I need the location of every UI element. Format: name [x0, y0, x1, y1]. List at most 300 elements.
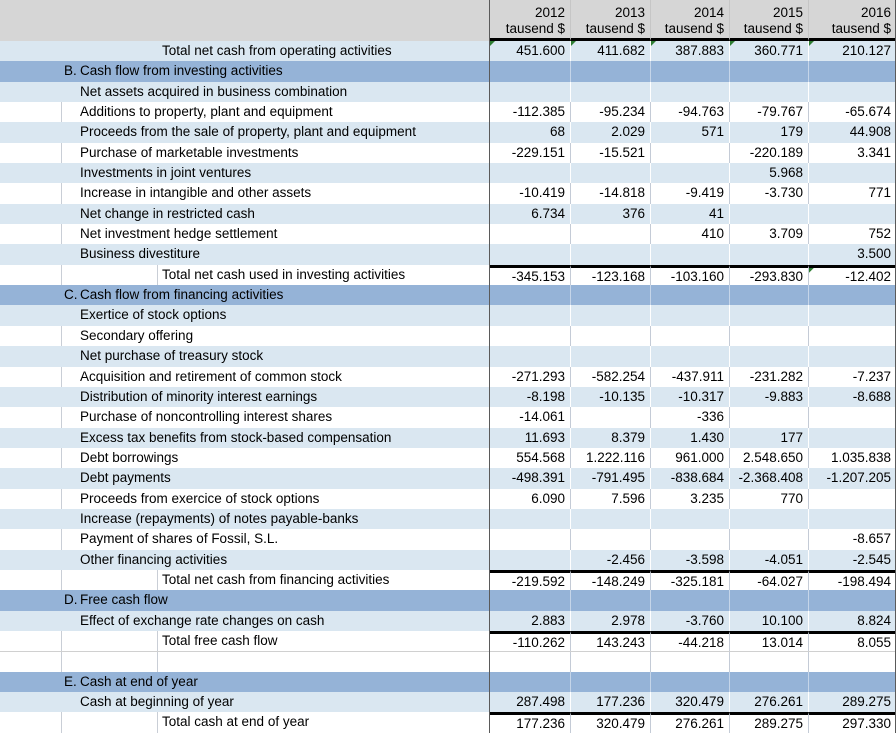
section-letter[interactable]: C.: [64, 287, 78, 303]
value-cell-2016[interactable]: [808, 652, 896, 671]
cell-indent[interactable]: [62, 224, 79, 244]
total-label[interactable]: Total net cash from financing activities: [162, 571, 390, 587]
item-row: [0, 163, 896, 183]
value-cell-2014[interactable]: [650, 61, 729, 81]
value-cell-2012[interactable]: 6.090: [531, 490, 565, 506]
cell-margin[interactable]: [0, 692, 62, 712]
value-cell-2015[interactable]: 3.709: [729, 224, 808, 244]
value-cell-2016[interactable]: -8.657: [808, 529, 896, 549]
value-cell-2013[interactable]: 2.029: [570, 122, 650, 142]
value-cell-2012[interactable]: [490, 82, 570, 102]
cell-margin[interactable]: [0, 631, 62, 651]
value-cell-2013[interactable]: [570, 61, 650, 81]
cell-indent[interactable]: [79, 265, 158, 285]
value-cell-2014[interactable]: 387.883: [650, 41, 729, 61]
cell-margin[interactable]: [0, 224, 62, 244]
value-cell-2014[interactable]: [650, 529, 729, 549]
value-cell-2012[interactable]: [490, 590, 570, 610]
cell-indent[interactable]: [62, 489, 79, 509]
col-header-2012[interactable]: 2012: [490, 0, 570, 20]
value-cell-2013[interactable]: -582.254: [570, 367, 650, 387]
value-cell-2013[interactable]: -2.456: [570, 550, 650, 570]
cell-indent[interactable]: [79, 652, 158, 671]
section-letter[interactable]: D.: [64, 592, 78, 608]
cell-margin[interactable]: [0, 326, 62, 346]
value-cell-2016[interactable]: -1.207.205: [808, 468, 896, 488]
row-label[interactable]: Excess tax benefits from stock-based compensation: [80, 429, 392, 445]
value-cell-2016[interactable]: [808, 326, 896, 346]
cell-margin[interactable]: [0, 305, 62, 325]
value-cell-2016[interactable]: -12.402: [808, 265, 896, 285]
value-cell-2012[interactable]: [490, 244, 570, 264]
value-cell-2013[interactable]: -148.249: [570, 570, 650, 590]
cell-indent[interactable]: [79, 712, 158, 732]
section-row: [0, 590, 896, 610]
value-cell-2012[interactable]: 68: [549, 124, 565, 140]
value-cell-2015[interactable]: -64.027: [729, 570, 808, 590]
row-label[interactable]: Purchase of noncontrolling interest shares: [80, 409, 333, 425]
value-cell-2012[interactable]: -14.061: [519, 409, 565, 425]
cell-indent[interactable]: [62, 407, 79, 427]
value-cell-2014[interactable]: -336: [650, 407, 729, 427]
total-label[interactable]: Total net cash from operating activities: [162, 43, 392, 58]
row-label[interactable]: Net change in restricted cash: [80, 205, 255, 221]
value-cell-2012[interactable]: -229.151: [511, 144, 565, 160]
value-cell-2013[interactable]: [570, 509, 650, 529]
cell-indent[interactable]: [62, 550, 79, 570]
value-cell-2013[interactable]: 8.379: [570, 428, 650, 448]
value-cell-2015[interactable]: -3.730: [729, 183, 808, 203]
value-cell-2015[interactable]: 10.100: [729, 611, 808, 631]
cell-indent[interactable]: [62, 163, 79, 183]
cell-blank[interactable]: [158, 652, 490, 671]
value-cell-2016[interactable]: -198.494: [808, 570, 896, 590]
value-cell-2014[interactable]: [650, 652, 729, 671]
cell-indent[interactable]: [62, 204, 79, 224]
value-cell-2015[interactable]: [729, 346, 808, 366]
value-cell-2015[interactable]: [729, 672, 808, 692]
value-cell-2014[interactable]: [650, 672, 729, 692]
cell-margin[interactable]: [0, 428, 62, 448]
value-cell-2012[interactable]: 6.734: [531, 205, 565, 221]
cell-margin[interactable]: [0, 387, 62, 407]
row-label[interactable]: Acquisition and retirement of common stock: [80, 368, 342, 384]
value-cell-2014[interactable]: -44.218: [650, 631, 729, 651]
value-cell-2016[interactable]: [808, 509, 896, 529]
value-cell-2015[interactable]: [729, 407, 808, 427]
value-cell-2015[interactable]: [729, 326, 808, 346]
cell-margin[interactable]: [0, 102, 62, 122]
value-cell-2013[interactable]: [570, 244, 650, 264]
cell-indent[interactable]: [62, 570, 79, 590]
cell-margin[interactable]: [0, 448, 62, 468]
value-cell-2015[interactable]: -231.282: [729, 367, 808, 387]
value-cell-2013[interactable]: [570, 82, 650, 102]
cell-indent[interactable]: [62, 367, 79, 387]
row-label[interactable]: Exertice of stock options: [80, 307, 227, 323]
value-cell-2014[interactable]: [650, 285, 729, 305]
value-cell-2012[interactable]: [490, 550, 570, 570]
value-cell-2014[interactable]: -103.160: [650, 265, 729, 285]
value-cell-2016[interactable]: [808, 305, 896, 325]
value-cell-2015[interactable]: [729, 285, 808, 305]
value-cell-2012[interactable]: -110.262: [490, 631, 570, 651]
section-label[interactable]: Cash flow from investing activities: [80, 63, 283, 79]
value-cell-2013[interactable]: -123.168: [570, 265, 650, 285]
cell-margin[interactable]: [0, 367, 62, 387]
row-label[interactable]: Proceeds from the sale of property, plant and equipment: [80, 124, 416, 140]
value-cell-2013[interactable]: [570, 407, 650, 427]
value-cell-2013[interactable]: [570, 224, 650, 244]
col-header-2013[interactable]: 2013: [570, 0, 650, 20]
value-cell-2013[interactable]: [570, 163, 650, 183]
cell-indent[interactable]: [62, 652, 79, 671]
value-cell-2015[interactable]: [729, 529, 808, 549]
value-cell-2014[interactable]: 1.430: [650, 428, 729, 448]
cell-margin[interactable]: [0, 570, 62, 590]
total-label[interactable]: Total cash at end of year: [162, 714, 310, 730]
cell-indent[interactable]: [62, 265, 79, 285]
value-cell-2016[interactable]: [808, 407, 896, 427]
value-cell-2012[interactable]: 554.568: [516, 449, 565, 465]
cell-indent[interactable]: [79, 41, 158, 61]
value-cell-2014[interactable]: 41: [650, 204, 729, 224]
value-cell-2015[interactable]: [729, 61, 808, 81]
value-cell-2015[interactable]: -293.830: [729, 265, 808, 285]
value-cell-2016[interactable]: [808, 346, 896, 366]
cell-indent[interactable]: [62, 468, 79, 488]
value-cell-2012[interactable]: -345.153: [490, 265, 570, 285]
cell-indent[interactable]: [62, 346, 79, 366]
cell-margin[interactable]: [0, 143, 62, 163]
cell-margin[interactable]: [0, 489, 62, 509]
value-cell-2012[interactable]: 2.883: [531, 612, 565, 628]
value-cell-2013[interactable]: [570, 672, 650, 692]
row-label[interactable]: Other financing activities: [80, 551, 228, 567]
cell-margin[interactable]: [0, 163, 62, 183]
unit-header-2016[interactable]: tausend $: [808, 20, 896, 41]
col-header-2015[interactable]: 2015: [729, 0, 808, 20]
row-label[interactable]: Debt payments: [80, 470, 171, 486]
unit-header-2013[interactable]: tausend $: [570, 20, 650, 41]
value-cell-2013[interactable]: 376: [570, 204, 650, 224]
value-cell-2013[interactable]: -15.521: [570, 143, 650, 163]
header-empty-label-cell[interactable]: [0, 0, 490, 20]
value-cell-2016[interactable]: 8.055: [808, 631, 896, 651]
cell-margin[interactable]: [0, 41, 62, 61]
value-cell-2016[interactable]: [808, 590, 896, 610]
cell-margin[interactable]: [0, 590, 62, 610]
section-letter[interactable]: E.: [64, 673, 77, 689]
value-cell-2016[interactable]: 3.341: [808, 143, 896, 163]
header-empty-label-cell[interactable]: [0, 20, 490, 41]
cell-indent[interactable]: [62, 41, 79, 61]
section-letter[interactable]: B.: [64, 63, 77, 79]
value-cell-2015[interactable]: 276.261: [729, 692, 808, 712]
cell-margin[interactable]: [0, 346, 62, 366]
cell-indent[interactable]: [62, 529, 79, 549]
cell-margin[interactable]: [0, 550, 62, 570]
value-cell-2014[interactable]: [650, 346, 729, 366]
value-cell-2013[interactable]: 143.243: [570, 631, 650, 651]
cell-margin[interactable]: [0, 183, 62, 203]
value-cell-2012[interactable]: 11.693: [524, 429, 565, 445]
value-cell-2013[interactable]: 1.222.116: [570, 448, 650, 468]
row-label[interactable]: Cash at beginning of year: [80, 694, 234, 709]
value-cell-2015[interactable]: 770: [729, 489, 808, 509]
cell-margin[interactable]: [0, 82, 62, 102]
value-cell-2013[interactable]: -10.135: [570, 387, 650, 407]
cell-margin[interactable]: [0, 611, 62, 631]
cell-indent[interactable]: [62, 143, 79, 163]
value-cell-2016[interactable]: [808, 489, 896, 509]
value-cell-2013[interactable]: [570, 652, 650, 671]
value-cell-2012[interactable]: [490, 61, 570, 81]
section-label[interactable]: Cash flow from financing activities: [80, 287, 284, 303]
value-cell-2014[interactable]: [650, 82, 729, 102]
cell-indent[interactable]: [62, 692, 79, 712]
value-cell-2012[interactable]: -10.419: [519, 185, 565, 201]
cell-indent[interactable]: [62, 183, 79, 203]
cell-margin[interactable]: [0, 204, 62, 224]
value-cell-2015[interactable]: -79.767: [729, 102, 808, 122]
item-row: [0, 244, 896, 264]
value-cell-2016[interactable]: 289.275: [808, 692, 896, 712]
value-cell-2015[interactable]: 13.014: [729, 631, 808, 651]
value-cell-2015[interactable]: [729, 244, 808, 264]
value-cell-2016[interactable]: [808, 672, 896, 692]
cell-indent[interactable]: [62, 631, 79, 651]
value-cell-2012[interactable]: [490, 305, 570, 325]
value-cell-2016[interactable]: [808, 82, 896, 102]
value-cell-2015[interactable]: 177: [729, 428, 808, 448]
value-cell-2015[interactable]: [729, 509, 808, 529]
cell-margin[interactable]: [0, 122, 62, 142]
cell-indent[interactable]: [62, 102, 79, 122]
value-cell-2013[interactable]: 411.682: [570, 41, 650, 61]
value-cell-2013[interactable]: [570, 285, 650, 305]
value-cell-2014[interactable]: 410: [650, 224, 729, 244]
value-cell-2015[interactable]: [729, 82, 808, 102]
cell-margin[interactable]: [0, 407, 62, 427]
value-cell-2015[interactable]: 2.548.650: [729, 448, 808, 468]
row-label[interactable]: Distribution of minority interest earnings: [80, 388, 318, 404]
value-cell-2012[interactable]: [490, 326, 570, 346]
value-cell-2015[interactable]: [729, 590, 808, 610]
cell-indent[interactable]: [62, 428, 79, 448]
section-label[interactable]: Free cash flow: [80, 592, 168, 608]
value-cell-2015[interactable]: [729, 652, 808, 671]
value-cell-2016[interactable]: 44.908: [808, 122, 896, 142]
value-cell-2014[interactable]: -3.598: [650, 550, 729, 570]
item-row: [0, 122, 896, 142]
item-row: [0, 305, 896, 325]
value-cell-2014[interactable]: 276.261: [650, 712, 729, 732]
value-cell-2013[interactable]: -14.818: [570, 183, 650, 203]
value-cell-2016[interactable]: [808, 204, 896, 224]
section-label[interactable]: Cash at end of year: [80, 673, 198, 689]
row-label[interactable]: Increase in intangible and other assets: [80, 185, 312, 201]
value-cell-2016[interactable]: [808, 163, 896, 183]
value-cell-2013[interactable]: [570, 346, 650, 366]
value-cell-2014[interactable]: 320.479: [650, 692, 729, 712]
value-cell-2016[interactable]: 210.127: [808, 41, 896, 61]
value-cell-2016[interactable]: [808, 285, 896, 305]
value-cell-2012[interactable]: [490, 285, 570, 305]
col-header-2016[interactable]: 2016: [808, 0, 896, 20]
row-label[interactable]: Additions to property, plant and equipment: [80, 104, 333, 120]
value-cell-2012[interactable]: -219.592: [490, 570, 570, 590]
value-cell-2016[interactable]: -65.674: [808, 102, 896, 122]
value-cell-2016[interactable]: -7.237: [808, 367, 896, 387]
row-label[interactable]: Secondary offering: [80, 327, 194, 343]
value-cell-2016[interactable]: 8.824: [808, 611, 896, 631]
cell-indent[interactable]: [62, 611, 79, 631]
row-label[interactable]: Payment of shares of Fossil, S.L.: [80, 531, 279, 547]
value-cell-2013[interactable]: 320.479: [570, 712, 650, 732]
value-cell-2016[interactable]: -8.688: [808, 387, 896, 407]
cell-margin[interactable]: [0, 468, 62, 488]
value-cell-2015[interactable]: -9.883: [729, 387, 808, 407]
cell-margin[interactable]: [0, 244, 62, 264]
value-cell-2014[interactable]: -3.760: [650, 611, 729, 631]
cell-indent[interactable]: [79, 631, 158, 651]
value-cell-2015[interactable]: 179: [729, 122, 808, 142]
value-cell-2012[interactable]: -498.391: [511, 470, 565, 486]
unit-header-2012[interactable]: tausend $: [490, 20, 570, 41]
cell-margin[interactable]: [0, 285, 62, 305]
value-cell-2015[interactable]: [729, 305, 808, 325]
value-cell-2013[interactable]: 177.236: [570, 692, 650, 712]
cell-indent[interactable]: [62, 387, 79, 407]
cell-margin[interactable]: [0, 712, 62, 732]
item-row: [0, 183, 896, 203]
cell-margin[interactable]: [0, 61, 62, 81]
cell-margin[interactable]: [0, 672, 62, 692]
value-cell-2015[interactable]: [729, 204, 808, 224]
value-cell-2012[interactable]: [490, 346, 570, 366]
cell-indent[interactable]: [62, 244, 79, 264]
value-cell-2015[interactable]: 289.275: [729, 712, 808, 732]
value-cell-2014[interactable]: [650, 163, 729, 183]
value-cell-2014[interactable]: [650, 326, 729, 346]
cell-indent[interactable]: [62, 326, 79, 346]
row-label[interactable]: Net purchase of treasury stock: [80, 348, 264, 364]
unit-header-2015[interactable]: tausend $: [729, 20, 808, 41]
value-cell-2014[interactable]: -9.419: [650, 183, 729, 203]
value-cell-2014[interactable]: [650, 509, 729, 529]
value-cell-2016[interactable]: 771: [808, 183, 896, 203]
value-cell-2014[interactable]: 3.235: [650, 489, 729, 509]
value-cell-2014[interactable]: [650, 143, 729, 163]
value-cell-2013[interactable]: [570, 529, 650, 549]
value-cell-2012[interactable]: [490, 672, 570, 692]
value-cell-2012[interactable]: [490, 224, 570, 244]
cell-indent[interactable]: [62, 305, 79, 325]
value-cell-2016[interactable]: 3.500: [808, 244, 896, 264]
row-label[interactable]: Increase (repayments) of notes payable-banks: [80, 510, 359, 526]
value-cell-2015[interactable]: -220.189: [729, 143, 808, 163]
cell-indent[interactable]: [62, 448, 79, 468]
row-label[interactable]: Effect of exchange rate changes on cash: [80, 612, 325, 628]
cell-indent[interactable]: [62, 82, 79, 102]
value-cell-2015[interactable]: 360.771: [729, 41, 808, 61]
value-cell-2016[interactable]: -2.545: [808, 550, 896, 570]
value-cell-2012[interactable]: 177.236: [490, 712, 570, 732]
value-cell-2016[interactable]: [808, 61, 896, 81]
total-label[interactable]: Total net cash used in investing activities: [162, 266, 406, 282]
value-cell-2015[interactable]: 5.968: [729, 163, 808, 183]
value-cell-2012[interactable]: -271.293: [511, 368, 565, 384]
value-cell-2014[interactable]: -437.911: [650, 367, 729, 387]
value-cell-2013[interactable]: [570, 305, 650, 325]
cell-margin[interactable]: [0, 529, 62, 549]
unit-header-2014[interactable]: tausend $: [650, 20, 729, 41]
row-label[interactable]: Proceeds from exercice of stock options: [80, 490, 320, 506]
value-cell-2012[interactable]: [490, 509, 570, 529]
cell-indent[interactable]: [79, 570, 158, 590]
value-cell-2012[interactable]: 287.498: [516, 694, 565, 709]
row-label[interactable]: Net investment hedge settlement: [80, 226, 278, 242]
value-cell-2016[interactable]: 297.330: [808, 712, 896, 732]
total-row: [0, 265, 896, 285]
col-header-2014[interactable]: 2014: [650, 0, 729, 20]
row-label[interactable]: Business divestiture: [80, 246, 201, 262]
row-label[interactable]: Net assets acquired in business combination: [80, 83, 348, 99]
value-cell-2015[interactable]: -2.368.408: [729, 468, 808, 488]
value-cell-2014[interactable]: -10.317: [650, 387, 729, 407]
value-cell-2014[interactable]: [650, 244, 729, 264]
value-cell-2014[interactable]: 571: [650, 122, 729, 142]
row-label[interactable]: Investments in joint ventures: [80, 165, 252, 181]
value-cell-2013[interactable]: -95.234: [570, 102, 650, 122]
cell-indent[interactable]: [62, 122, 79, 142]
total-label[interactable]: Total free cash flow: [162, 632, 278, 648]
value-cell-2014[interactable]: -325.181: [650, 570, 729, 590]
value-cell-2016[interactable]: [808, 428, 896, 448]
value-cell-2016[interactable]: 1.035.838: [808, 448, 896, 468]
value-cell-2013[interactable]: [570, 326, 650, 346]
cell-margin[interactable]: [0, 265, 62, 285]
value-cell-2013[interactable]: 2.978: [570, 611, 650, 631]
cell-indent[interactable]: [62, 509, 79, 529]
header-unit-row: [0, 20, 896, 41]
cell-margin[interactable]: [0, 509, 62, 529]
value-cell-2015[interactable]: -4.051: [729, 550, 808, 570]
cell-margin[interactable]: [0, 652, 62, 671]
header-year-row: [0, 0, 896, 20]
value-cell-2016[interactable]: 752: [808, 224, 896, 244]
value-cell-2012[interactable]: [490, 652, 570, 671]
value-cell-2014[interactable]: 961.000: [650, 448, 729, 468]
item-row: [0, 346, 896, 366]
value-cell-2014[interactable]: -94.763: [650, 102, 729, 122]
value-cell-2012[interactable]: [490, 163, 570, 183]
row-label[interactable]: Debt borrowings: [80, 449, 179, 465]
value-cell-2014[interactable]: -838.684: [650, 468, 729, 488]
row-label[interactable]: Purchase of marketable investments: [80, 144, 299, 160]
value-cell-2014[interactable]: [650, 590, 729, 610]
value-cell-2012[interactable]: -112.385: [512, 104, 565, 120]
value-cell-2013[interactable]: [570, 590, 650, 610]
value-cell-2013[interactable]: -791.495: [570, 468, 650, 488]
value-cell-2012[interactable]: [490, 529, 570, 549]
value-cell-2013[interactable]: 7.596: [570, 489, 650, 509]
cell-indent[interactable]: [62, 712, 79, 732]
value-cell-2012[interactable]: 451.600: [490, 41, 570, 61]
value-cell-2012[interactable]: -8.198: [526, 388, 565, 404]
value-cell-2014[interactable]: [650, 305, 729, 325]
